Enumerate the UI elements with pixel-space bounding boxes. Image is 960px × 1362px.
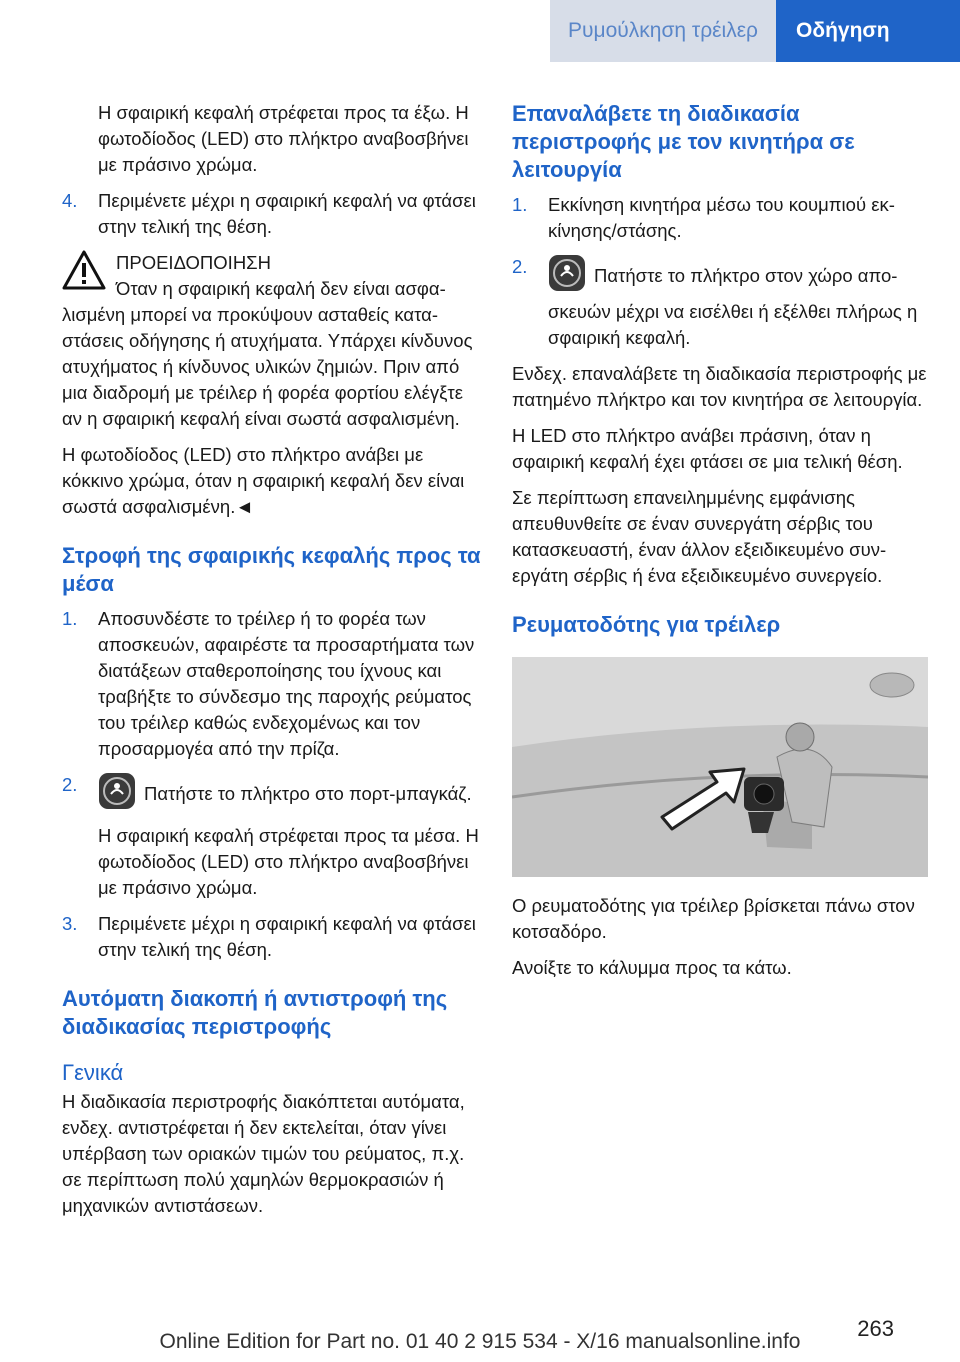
list-number: 3. — [62, 913, 78, 934]
section-tab: Ρυμούλκηση τρέιλερ — [550, 0, 776, 62]
warning-text: λισμένη μπορεί να προκύψουν ασταθείς καταστάσεις οδήγησης ή ατυχήματα. Υπάρχει κίνδυνος ατυχήματος ή κίνδυνος υλικών ζημιών. Πριν από μια διαδρομή με τρέιλερ ή φορέα φορτίου ελέγξτε αν η σφαιρική κεφαλή είναι σωστά ασφαλισμένη. — [62, 304, 473, 429]
subsection-heading: Γενικά — [62, 1060, 124, 1085]
hitch-button-icon — [548, 254, 586, 299]
warning-icon — [62, 250, 116, 302]
left-column — [62, 100, 482, 1229]
paragraph: Η LED στο πλήκτρο ανάβει πράσινη, όταν η σφαιρική κεφαλή έχει φτάσει σε μια τελική θέση. — [512, 425, 903, 472]
list-item — [62, 772, 482, 901]
list-number: 2. — [512, 256, 528, 277]
section-heading: Επαναλάβετε τη διαδικασία περιστροφής με τον κινητήρα σε λειτουργία — [512, 101, 855, 182]
page-header — [550, 0, 960, 62]
chapter-tab: Οδήγηση — [776, 0, 960, 62]
list-text: Περιμένετε μέχρι η σφαιρική κεφαλή να φτάσει στην τελική της θέση. — [98, 913, 476, 960]
list-item — [512, 192, 928, 244]
list-text: Πατήστε το πλήκτρο στον χώρο αποσκευών μέχρι να εισέλθει ή εξέλθει πλήρως η σφαιρική κεφαλή. — [548, 265, 918, 348]
section-heading: Στροφή της σφαιρικής κεφαλής προς τα μέσα — [62, 543, 481, 596]
list-item — [62, 911, 482, 963]
list-number: 2. — [62, 774, 78, 795]
list-item — [62, 606, 482, 762]
warning-led-text: Η φωτοδίοδος (LED) στο πλήκτρο ανάβει με κόκκινο χρώμα, όταν η σφαιρική κεφαλή δεν είναι σωστά ασφαλισμένη.◄ — [62, 444, 465, 517]
page-number: 263 — [857, 1316, 894, 1341]
section-heading: Αυτόματη διακοπή ή αντιστροφή της διαδικασίας περιστροφής — [62, 986, 448, 1039]
list-text: Αποσυνδέστε το τρέιλερ ή το φορέα των αποσκευών, αφαιρέστε τα προσαρτήματα των διατάξεων σταθεροποίησης του ίχνους και τραβήξτε το σύνδεσμο της παροχής ρεύματος του τρέιλερ καθώς ενδεχομένως και τον προσαρμογέα από την πρίζα. — [98, 608, 475, 759]
list-text: Εκκίνηση κινητήρα μέσω του κουμπιού εκκίνησης/στάσης. — [548, 194, 895, 241]
right-column — [512, 100, 928, 991]
list-number: 4. — [62, 190, 78, 211]
warning-text-first: Όταν η σφαιρική κεφαλή δεν είναι ασφα- — [116, 278, 446, 299]
paragraph: Ενδεχ. επαναλάβετε τη διαδικασία περιστροφής με πατημένο πλήκτρο και τον κινητήρα σε λειτουργία. — [512, 363, 927, 410]
list-text: Πατήστε το πλήκτρο στο πορτ-μπαγκάζ. — [144, 783, 472, 804]
list-number: 1. — [62, 608, 78, 629]
footer-text: Online Edition for Part no. 01 40 2 915 534 - X/16 manualsonline.info — [159, 1330, 801, 1353]
paragraph: Ο ρευματοδότης για τρέιλερ βρίσκεται πάνω στον κοτσαδόρο. — [512, 895, 915, 942]
list-text: Περιμένετε μέχρι η σφαιρική κεφαλή να φτάσει στην τελική της θέση. — [98, 190, 476, 237]
footer — [0, 1330, 960, 1354]
trailer-socket-illustration — [512, 657, 928, 877]
list-number: 1. — [512, 194, 528, 215]
paragraph: Ανοίξτε το κάλυμμα προς τα κάτω. — [512, 957, 792, 978]
list-subtext: Η σφαιρική κεφαλή στρέφεται προς τα μέσα. Η φωτοδίοδος (LED) στο πλήκτρο αναβοσβήνει με πράσινο χρώμα. — [98, 825, 479, 898]
section-heading: Ρευματοδότης για τρέιλερ — [512, 612, 781, 637]
warning-block — [62, 250, 482, 302]
list-item — [512, 254, 928, 351]
paragraph: Η διαδικασία περιστροφής διακόπτεται αυτόματα, ενδεχ. αντιστρέφεται ή δεν εκτελείται, όταν γίνει υπέρβαση των οριακών τιμών του ρεύματος, π.χ. σε περίπτωση πολύ χαμηλών θερμοκρασιών ή μηχανικών αντιστάσεων. — [62, 1091, 465, 1216]
paragraph: Σε περίπτωση επανειλημμένης εμφάνισης απευθυνθείτε σε έναν συνεργάτη σέρβις του κατασκευαστή, έναν άλλον εξειδικευμένο συνεργάτη σέρβις ή ένα εξειδικευμένο συνεργείο. — [512, 487, 887, 586]
hitch-button-icon — [98, 772, 136, 817]
warning-title: ΠΡΟΕΙΔΟΠΟΙΗΣΗ — [116, 252, 271, 273]
list-item — [62, 188, 482, 240]
paragraph: Η σφαιρική κεφαλή στρέφεται προς τα έξω. Η φωτοδίοδος (LED) στο πλήκτρο αναβοσβήνει με πράσινο χρώμα. — [98, 102, 469, 175]
